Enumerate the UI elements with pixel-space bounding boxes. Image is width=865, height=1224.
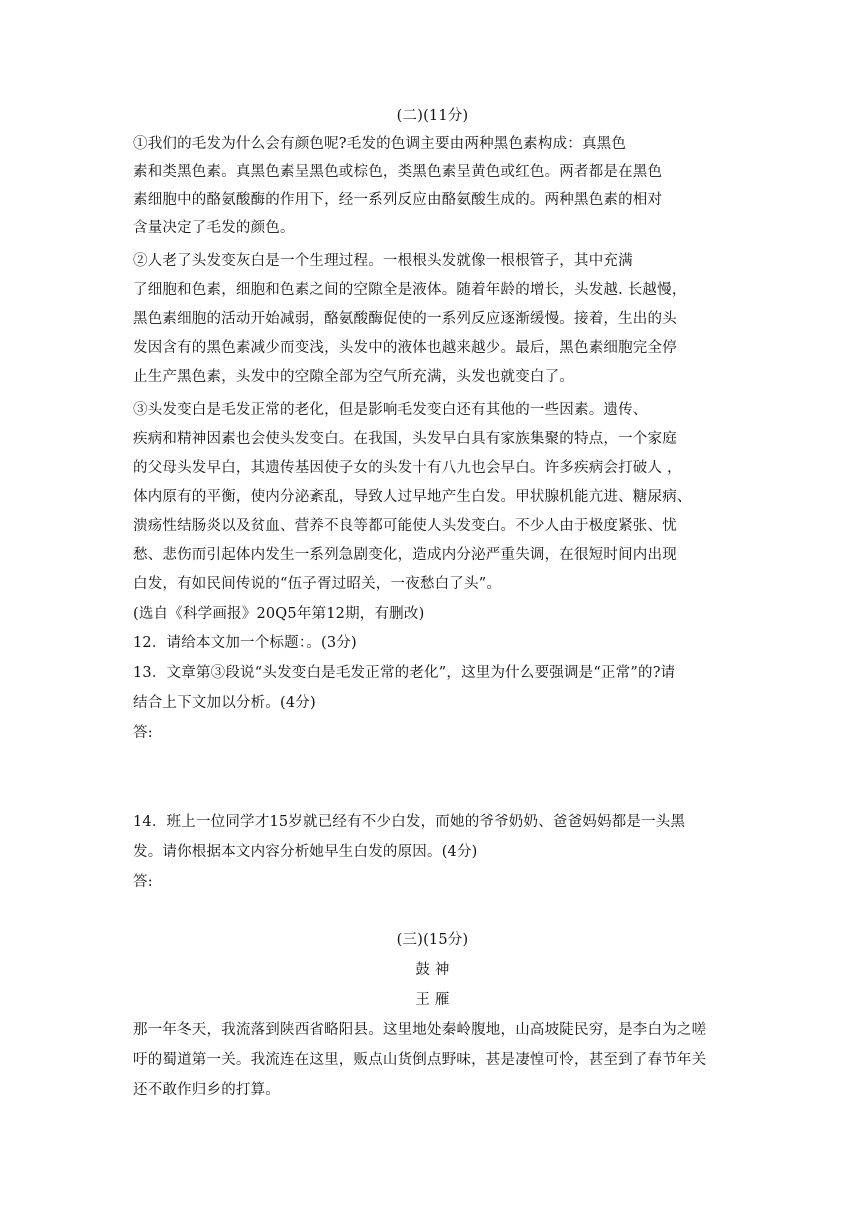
paragraph-1-line-3: 素细胞中的酪氨酸酶的作用下，经一系列反应由酪氨酸生成的。两种黑色素的相对 [133,192,663,208]
question-13-line-1: 13．文章第③段说“头发变白是毛发正常的老化”，这里为什么要强调是“正常”的?请 [133,665,676,681]
paragraph-3-line-7: 白发，有如民间传说的“伍子胥过昭关，一夜愁白了头”。 [133,576,502,592]
story-paragraph-line-1: 那一年冬天，我流落到陕西省略阳县。这里地处秦岭腹地，山高坡陡民穷，是李白为之嗟 [133,1022,707,1038]
paragraph-3-line-6: 愁、悲伤而引起体内发生一系列急剧变化，造成内分泌严重失调，在很短时间内出现 [133,547,677,563]
paragraph-2-line-3: 黑色素细胞的活动开始减弱，酪氨酸酶促使的一系列反应逐渐缓慢。接着，生出的头 [133,311,677,327]
paragraph-2-line-1: ②人老了头发变灰白是一个生理过程。一根根头发就像一根根管子，其中充满 [133,253,633,269]
question-12: 12．请给本文加一个标题：。(3分) [133,635,357,651]
answer-label-14: 答: [133,874,153,890]
paragraph-1-line-1: ①我们的毛发为什么会有颜色呢?毛发的色调主要由两种黑色素构成：真黑色 [133,136,627,152]
question-14-line-2: 发。请你根据本文内容分析她早生白发的原因。(4分) [133,844,478,860]
paragraph-1-line-4: 含量决定了毛发的颜色。 [133,220,295,236]
paragraph-3-line-5: 溃疡性结肠炎以及贫血、营养不良等都可能使人头发变白。不少人由于极度紧张、忧 [133,518,677,534]
paragraph-2-line-4: 发因含有的黑色素减少而变浅，头发中的液体也越来越少。最后，黑色素细胞完全停 [133,340,677,356]
question-14-line-1: 14．班上一位同学才15岁就已经有不少白发，而她的爷爷奶奶、爸爸妈妈都是一头黑 [133,814,686,830]
story-author: 王 雁 [415,992,450,1008]
paragraph-2-line-5: 止生产黑色素，头发中的空隙全部为空气所充满，头发也就变白了。 [133,369,574,385]
story-title: 鼓 神 [415,962,450,978]
story-paragraph-line-2: 吁的蜀道第一关。我流连在这里，贩点山货倒点野味，甚是凄惶可怜，甚至到了春节年关 [133,1052,707,1068]
section-3-heading: (三)(15分) [396,932,469,948]
source-note: (选自《科学画报》20Q5年第12期，有删改) [133,606,425,622]
answer-label-13: 答: [133,725,153,741]
section-2-heading: (二)(11分) [396,108,469,124]
paragraph-3-line-3: 的父母头发早白，其遗传基因使子女的头发十有八九也会早白。许多疾病会打破人 ， [133,460,682,476]
paragraph-3-line-4: 体内原有的平衡，使内分泌紊乱，导致人过早地产生白发。甲状腺机能亢进、糖尿病、 [133,489,692,505]
paragraph-3-line-1: ③头发变白是毛发正常的老化，但是影响毛发变白还有其他的一些因素。遗传、 [133,402,648,418]
story-paragraph-line-3: 还不敢作归乡的打算。 [133,1082,280,1098]
paragraph-1-line-2: 素和类黑色素。真黑色素呈黑色或棕色，类黑色素呈黄色或红色。两者都是在黑色 [133,164,663,180]
paragraph-3-line-2: 疾病和精神因素也会使头发变白。在我国，头发早白具有家族集聚的特点，一个家庭 [133,431,677,447]
paragraph-2-line-2: 了细胞和色素，细胞和色素之间的空隙全是液体。随着年龄的增长，头发越. 长越慢， [133,282,687,298]
question-13-line-2: 结合上下文加以分析。(4分) [133,695,316,711]
